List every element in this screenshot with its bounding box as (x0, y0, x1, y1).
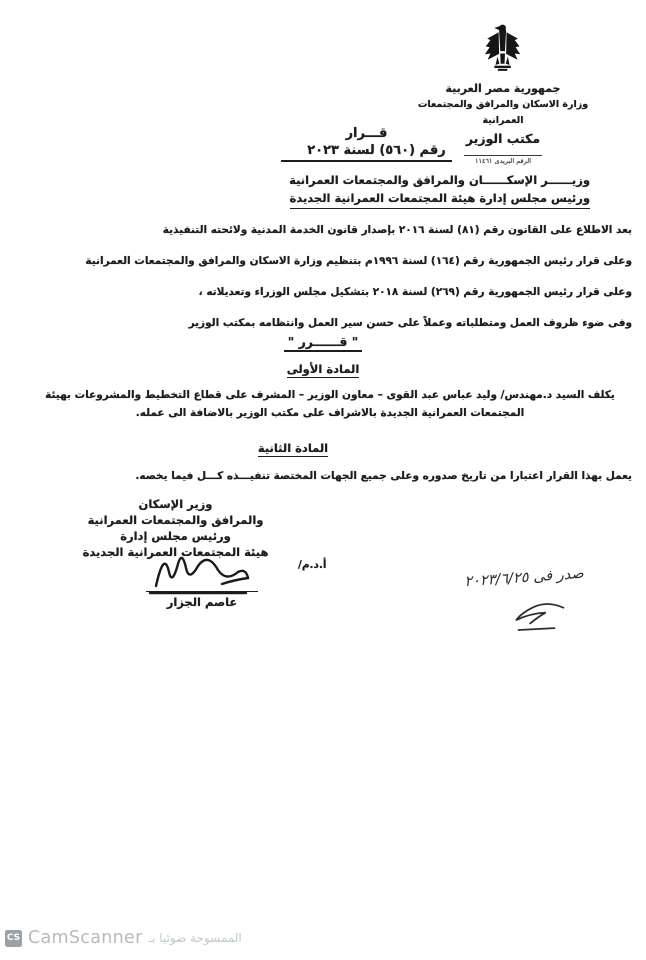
article-1-heading: المادة الأولى (286, 362, 360, 376)
article-1-body: يكلف السيد د.مهندس/ وليد عباس عبد القوى – معاون الوزير – المشرف على قطاع التخطيط والمشروعات بهيئة المجتمعات العمرانية الجديدة بالاشراف على مكتب الوزير بالاضافة الى عمله. (45, 389, 615, 419)
issuer-line-1: وزيــــــر الإسكــــــان والمرافق والمجتمعات العمرانية (289, 173, 590, 187)
letterhead-office: مكتب الوزير (465, 131, 541, 146)
letterhead-divider (464, 155, 542, 156)
issuer-line-2: ورئيس مجلس إدارة هيئة المجتمعات العمرانية الجديدة (290, 189, 590, 209)
camscanner-brand: CamScanner (28, 928, 143, 948)
decree-title (274, 126, 459, 162)
preamble-line: وعلى قرار رئيس الجمهورية رقم (٢٦٩) لسنة ٢٠١٨ بتشكيل مجلس الوزراء وتعديلاته ، (198, 286, 632, 298)
signatory-title-line: هيئة المجتمعات العمرانية الجديدة (82, 545, 269, 559)
egypt-eagle-emblem (481, 20, 525, 76)
signatory-title-line: وزير الإسكان (138, 497, 213, 511)
camscanner-watermark (5, 928, 242, 948)
preamble-line: وفى ضوء ظروف العمل ومتطلباته وعملاً على حسن سير العمل وانتظامه بمكتب الوزير (188, 317, 632, 329)
signatory-name: عاصم الجزار (146, 591, 258, 609)
handwritten-issue-date: صدر فى ٢٠٢٣/٦/٢٥ (463, 565, 585, 591)
handwritten-initial-scribble (501, 597, 575, 641)
article-2-body: يعمل بهذا القرار اعتبارا من تاريخ صدوره وعلى جميع الجهات المختصة تنفيـــذه كـــل فيما يخصه. (135, 470, 632, 482)
signatory-title-line: ورئيس مجلس إدارة (120, 529, 231, 543)
preamble-line: وعلى قرار رئيس الجمهورية رقم (١٦٤) لسنة ١٩٩٦م بتنظيم وزارة الاسكان والمرافق والمجتمعات العمرانية (85, 255, 632, 267)
decision-word: " قــــــرر " (0, 334, 646, 352)
letterhead-ministry: وزارة الاسكان والمرافق والمجتمعات العمرانية (417, 99, 589, 126)
signatory-degree-prefix: أ.د.م/ (298, 559, 327, 571)
camscanner-logo-icon: CS (5, 930, 22, 947)
decree-word: قـــرار (345, 126, 388, 141)
signatory-title-line: والمرافق والمجتمعات العمرانية (87, 513, 264, 527)
preamble-line: بعد الاطلاع على القانون رقم (٨١) لسنة ٢٠١٦ بإصدار قانون الخدمة المدنية ولائحته التنفيذية (162, 224, 632, 236)
letterhead-postal-code: الرقم البريدى ١١٤٦١ (474, 157, 532, 165)
issuing-authority (289, 171, 590, 209)
camscanner-arabic-caption: الممسوحة ضوئيا بـ (148, 931, 242, 945)
letterhead-country: جمهورية مصر العربية (445, 82, 561, 95)
decree-number: رقم (٥٦٠) لسنة ٢٠٢٣ (281, 143, 452, 162)
preamble (10, 221, 632, 345)
article-2-heading: المادة الثانية (257, 441, 329, 455)
